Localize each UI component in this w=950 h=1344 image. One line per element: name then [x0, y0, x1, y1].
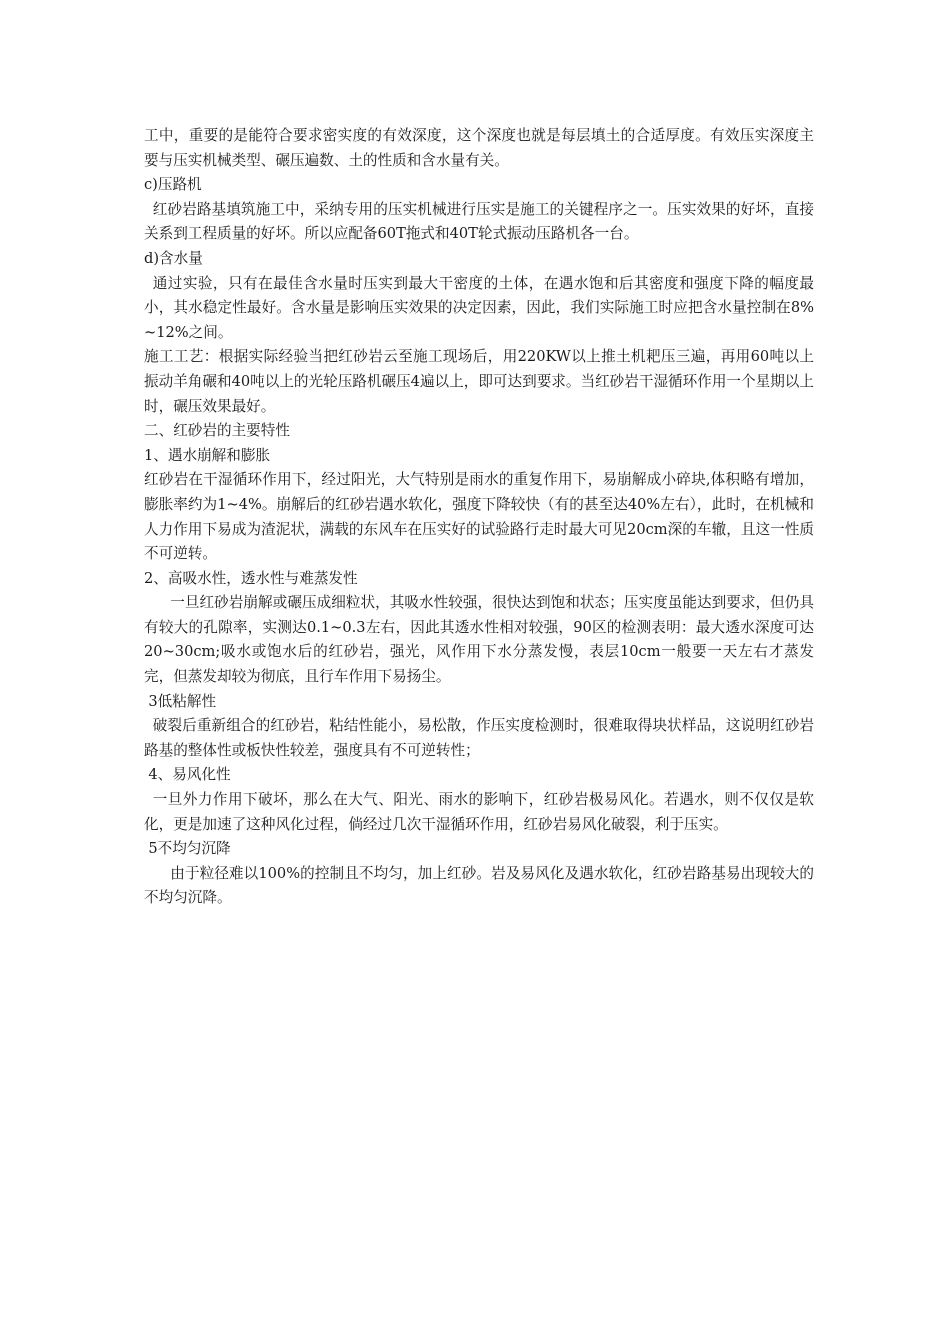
paragraph-moisture-content: 通过实验，只有在最佳含水量时压实到最大干密度的土体，在遇水饱和后其密度和强度下降的幅度最小，其水稳定性最好。含水量是影响压实效果的决定因素，因此，我们实际施工时应把含水量控制在8%~12%之间。: [144, 274, 814, 341]
paragraph-disintegration-expansion: 红砂岩在干湿循环作用下，经过阳光，大气特别是雨水的重复作用下，易崩解成小碎块,体积略有增加，膨胀率约为1~4%。崩解后的红砂岩遇水软化，强度下降较快（有的甚至达40%左右），此时，在机械和人力作用下易成为渣泥状，满载的东风车在压实好的试验路行走时最大可见20cm深的车辙，且这一性质不可逆转。: [144, 471, 814, 563]
paragraph-weathering: 一旦外力作用下破坏，那么在大气、阳光、雨水的影响下，红砂岩极易风化。若遇水，则不仅仅是软化，更是加速了这种风化过程，倘经过几次干湿循环作用，红砂岩易风化破裂，利于压实。: [144, 791, 814, 833]
paragraph-compaction-depth: 工中，重要的是能符合要求密实度的有效深度，这个深度也就是每层填土的合适厚度。有效压实深度主要与压实机械类型、碾压遍数、土的性质和含水量有关。: [144, 127, 814, 169]
heading-low-cohesion: 3低粘解性: [148, 692, 217, 710]
paragraph-construction-process: 施工工艺：根据实际经验当把红砂岩云至施工现场后，用220KW以上推土机耙压三遍，再用60吨以上振动羊角碾和40吨以上的光轮压路机碾压4遍以上，即可达到要求。当红砂岩干湿循环作用一个星期以上时，碾压效果最好。: [144, 348, 814, 415]
heading-roller: c)压路机: [144, 176, 202, 194]
heading-water-absorption: 2、高吸水性，透水性与难蒸发性: [144, 569, 358, 587]
heading-disintegration-expansion: 1、遇水崩解和膨胀: [144, 446, 271, 464]
paragraph-low-cohesion: 破裂后重新组合的红砂岩，粘结性能小，易松散，作压实度检测时，很难取得块状样品，这说明红砂岩路基的整体性或板快性较差，强度具有不可逆转性；: [144, 717, 814, 759]
heading-uneven-settlement: 5不均匀沉降: [148, 840, 231, 858]
document-body: [144, 124, 814, 911]
heading-moisture-content: d)含水量: [144, 249, 203, 267]
heading-weathering: 4、易风化性: [148, 766, 231, 784]
paragraph-water-absorption: 一旦红砂岩崩解或碾压成细粒状，其吸水性较强，很快达到饱和状态；压实度虽能达到要求，但仍具有较大的孔隙率，实测达0.1~0.3左右，因此其透水性相对较强，90区的检测表明：最大透水深度可达20~30cm;吸水或饱水后的红砂岩，强光，风作用下水分蒸发慢，表层10cm一般要一天左右才蒸发完，但蒸发却较为彻底，且行车作用下易扬尘。: [144, 594, 814, 686]
paragraph-uneven-settlement: 由于粒径难以100%的控制且不均匀，加上红砂。岩及易风化及遇水软化，红砂岩路基易出现较大的不均匀沉降。: [144, 864, 814, 907]
section-heading-main-properties: 二、红砂岩的主要特性: [144, 422, 290, 440]
paragraph-roller: 红砂岩路基填筑施工中，采纳专用的压实机械进行压实是施工的关键程序之一。压实效果的好坏，直接关系到工程质量的好坏。所以应配备60T拖式和40T轮式振动压路机各一台。: [144, 200, 814, 243]
